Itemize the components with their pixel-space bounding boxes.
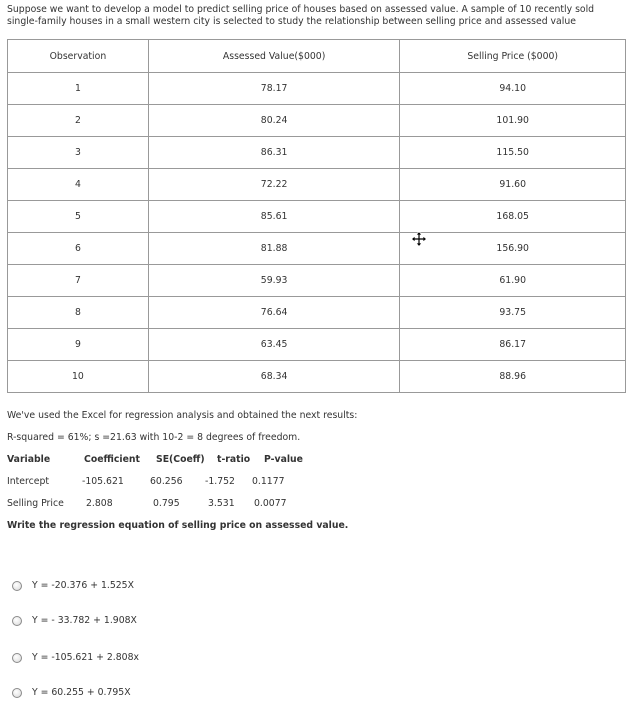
selling-price-p: 0.0077 [254,498,287,509]
cell-assessed-value: 63.45 [148,329,400,361]
cell-assessed-value: 80.24 [148,105,400,137]
cell-selling-price: 168.05 [400,201,626,233]
selling-price-coef: 2.808 [86,498,113,509]
cell-observation: 7 [8,265,149,297]
table-row [8,73,626,105]
table-row [8,105,626,137]
cell-assessed-value: 59.93 [148,265,400,297]
intercept-p: 0.1177 [252,476,285,487]
intro-line-1: Suppose we want to develop a model to predict selling price of houses based on assessed value. A sample of 10 recently sold [7,4,595,15]
cell-selling-price: 91.60 [400,169,626,201]
cell-selling-price: 93.75 [400,297,626,329]
cell-observation: 1 [8,73,149,105]
cell-assessed-value: 68.34 [148,361,400,393]
cell-assessed-value: 81.88 [148,233,400,265]
header-observation: Observation [8,40,149,73]
header-selling-price: Selling Price ($000) [400,40,626,73]
intro-line-2: single-family houses in a small western city is selected to study the relationship between selling price and assessed value [7,16,576,27]
question-intro [7,4,631,28]
table-row [8,361,626,393]
data-table [7,39,626,393]
table-header-row [8,40,626,73]
selling-price-se: 0.795 [153,498,180,509]
option-label: Y = -20.376 + 1.525X [32,580,134,591]
table-row [8,233,626,265]
table-row [8,201,626,233]
cell-selling-price: 156.90 [400,233,626,265]
results-intro: We've used the Excel for regression analysis and obtained the next results: [7,410,358,421]
cell-observation: 8 [8,297,149,329]
intercept-coef: -105.621 [82,476,124,487]
radio-button[interactable] [12,688,22,698]
table-row [8,169,626,201]
table-row [8,265,626,297]
radio-button[interactable] [12,653,22,663]
cell-selling-price: 88.96 [400,361,626,393]
header-coefficient: Coefficient [84,454,140,465]
option-label: Y = - 33.782 + 1.908X [32,615,137,626]
cell-selling-price: 101.90 [400,105,626,137]
move-cursor-icon [411,231,427,247]
cell-assessed-value: 78.17 [148,73,400,105]
header-assessed-value: Assessed Value($000) [148,40,400,73]
cell-selling-price: 115.50 [400,137,626,169]
question-prompt: Write the regression equation of selling price on assessed value. [7,520,349,531]
cell-assessed-value: 72.22 [148,169,400,201]
cell-selling-price: 86.17 [400,329,626,361]
intercept-t: -1.752 [205,476,235,487]
cell-assessed-value: 85.61 [148,201,400,233]
table-row [8,137,626,169]
answer-option-c[interactable] [12,652,139,663]
cell-assessed-value: 86.31 [148,137,400,169]
answer-option-a[interactable] [12,580,134,591]
cell-observation: 3 [8,137,149,169]
cell-observation: 6 [8,233,149,265]
cell-observation: 9 [8,329,149,361]
table-row [8,329,626,361]
header-t-ratio: t-ratio [217,454,251,465]
r-squared-line: R-squared = 61%; s =21.63 with 10-2 = 8 degrees of freedom. [7,432,301,443]
radio-button[interactable] [12,616,22,626]
answer-option-b[interactable] [12,615,137,626]
header-p-value: P-value [264,454,303,465]
cell-observation: 10 [8,361,149,393]
intercept-se: 60.256 [150,476,183,487]
cell-observation: 5 [8,201,149,233]
option-label: Y = -105.621 + 2.808x [32,652,139,663]
intercept-label: Intercept [7,476,49,487]
selling-price-label: Selling Price [7,498,64,509]
cell-selling-price: 94.10 [400,73,626,105]
option-label: Y = 60.255 + 0.795X [32,687,131,698]
table-row [8,297,626,329]
cell-observation: 2 [8,105,149,137]
header-variable: Variable [7,454,51,465]
radio-button[interactable] [12,581,22,591]
cell-selling-price: 61.90 [400,265,626,297]
answer-option-d[interactable] [12,687,131,698]
header-se-coeff: SE(Coeff) [156,454,205,465]
cell-assessed-value: 76.64 [148,297,400,329]
cell-observation: 4 [8,169,149,201]
selling-price-t: 3.531 [208,498,235,509]
